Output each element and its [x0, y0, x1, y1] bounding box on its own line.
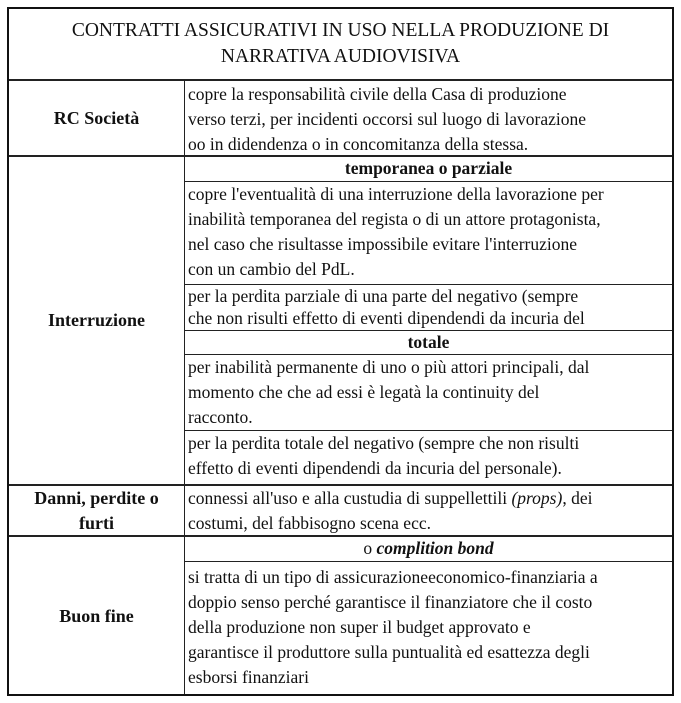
title-line-1: CONTRATTI ASSICURATIVI IN USO NELLA PRODUZIONE DI — [71, 20, 610, 41]
temporanea-heading: temporanea o parziale — [344, 158, 513, 178]
rc-description — [184, 80, 673, 157]
perdita-totale-description — [184, 430, 673, 486]
text-line: con un cambio del PdL. — [188, 259, 355, 279]
text-line: copre l'eventualità di una interruzione della lavorazione per — [188, 184, 604, 204]
text-line: garantisce il produttore sulla puntualità ed esattezza degli — [188, 642, 590, 662]
title-line-2: NARRATIVA AUDIOVISIVA — [220, 46, 461, 67]
totale-description — [184, 354, 673, 431]
totale-heading: totale — [407, 332, 450, 352]
subheading-temporanea — [184, 156, 673, 182]
text-line: oo in didendenza o in concomitanza della stessa. — [188, 134, 529, 154]
heading-prefix: o — [363, 538, 377, 558]
text-line: per inabilità permanente di uno o più attori principali, dal — [188, 357, 590, 377]
buonfine-description — [184, 561, 673, 696]
subheading-complition-bond — [184, 536, 673, 562]
row-label-buonfine — [8, 536, 185, 696]
buonfine-label: Buon fine — [59, 605, 134, 626]
text-line: per la perdita totale del negativo (sempre che non risulti — [188, 433, 580, 453]
perdita-parziale-description — [184, 284, 673, 331]
temporanea-description — [184, 181, 673, 285]
row-label-interruzione — [8, 156, 185, 486]
text-line: inabilità temporanea del regista o di un attore protagonista, — [188, 209, 601, 229]
text-segment: connessi all'uso e alla custudia di suppellettili — [188, 488, 512, 508]
interruzione-label: Interruzione — [48, 310, 145, 330]
text-line: copre la responsabilità civile della Casa di produzione — [188, 84, 567, 104]
danni-label-line: furti — [79, 512, 114, 533]
text-line: effetto di eventi dipendendi da incuria del personale). — [188, 458, 562, 478]
row-label-rc — [8, 80, 185, 157]
rc-label: RC Società — [53, 107, 140, 128]
text-line: verso terzi, per incidenti occorsi sul luogo di lavorazione — [188, 109, 586, 129]
text-line: nel caso che risultasse impossibile evitare l'interruzione — [188, 234, 577, 254]
text-line: per la perdita parziale di una parte del negativo (sempre — [188, 286, 579, 306]
text-line: momento che che ad essi è legatà la continuity del — [188, 382, 540, 402]
props-italic: (props) — [511, 488, 563, 508]
danni-description — [184, 485, 673, 537]
danni-label-line: Danni, perdite o — [34, 487, 159, 508]
text-line: racconto. — [188, 407, 253, 427]
text-line: della produzione non super il budget approvato e — [188, 617, 531, 637]
text-line: si tratta di un tipo di assicurazioneeconomico-finanziaria a — [188, 567, 598, 587]
text-line: costumi, del fabbisogno scena ecc. — [188, 513, 431, 533]
table-title — [8, 8, 673, 81]
complition-bond-italic: complition bond — [376, 538, 494, 558]
text-line — [188, 486, 672, 511]
text-segment: , dei — [562, 488, 593, 508]
row-label-danni — [8, 485, 185, 537]
text-line: doppio senso perché garantisce il finanziatore che il costo — [188, 592, 593, 612]
text-line: esborsi finanziari — [188, 667, 309, 687]
subheading-totale — [184, 330, 673, 355]
text-line: che non risulti effetto di eventi dipendendi da incuria del — [188, 308, 585, 328]
